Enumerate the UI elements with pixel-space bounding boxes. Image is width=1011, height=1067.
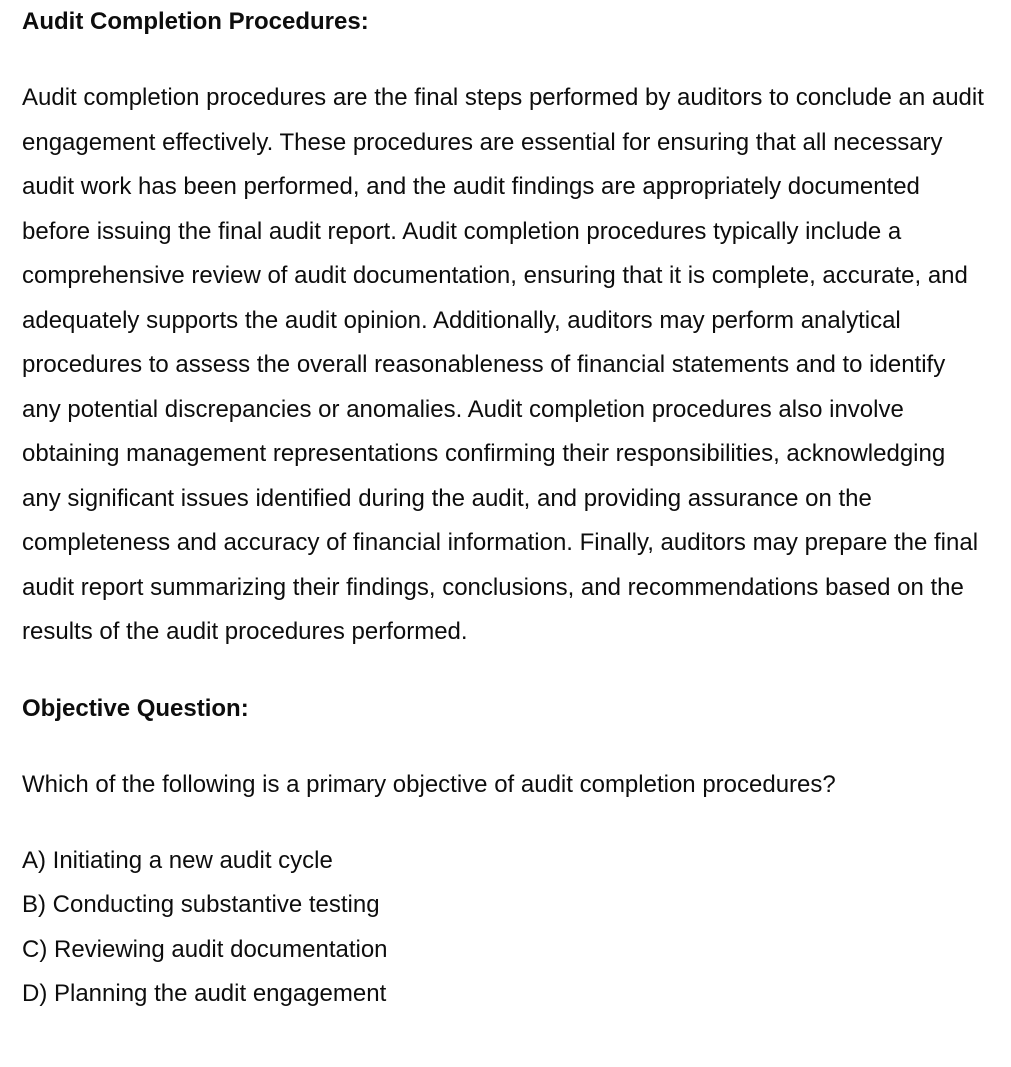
- section-body: Audit completion procedures are the final steps performed by auditors to conclude an audit engagement effectively. These procedures are essential for ensuring that all necessary audit work has been performed, and the audit findings are appropriately documented before issuing the final audit report. Audit completion procedures typically include a comprehensive review of audit documentation, ensuring that it is complete, accurate, and adequately supports the audit opinion. Additionally, auditors may perform analytical procedures to assess the overall reasonableness of financial statements and to identify any potential discrepancies or anomalies. Audit completion procedures also involve obtaining management representations confirming their responsibilities, acknowledging any significant issues identified during the audit, and providing assurance on the completeness and accuracy of financial information. Finally, auditors may prepare the final audit report summarizing their findings, conclusions, and recommendations based on the results of the audit procedures performed.: [22, 84, 984, 645]
- quiz-question: Which of the following is a primary objective of audit completion procedures?: [22, 770, 836, 798]
- option-d: D) Planning the audit engagement: [22, 980, 387, 1007]
- section-heading: Audit Completion Procedures:: [22, 8, 369, 35]
- option-b: B) Conducting substantive testing: [22, 891, 380, 918]
- answer-options: [22, 839, 989, 1017]
- option-a: A) Initiating a new audit cycle: [22, 846, 333, 874]
- option-c: C) Reviewing audit documentation: [22, 935, 388, 963]
- quiz-heading: Objective Question:: [22, 694, 249, 722]
